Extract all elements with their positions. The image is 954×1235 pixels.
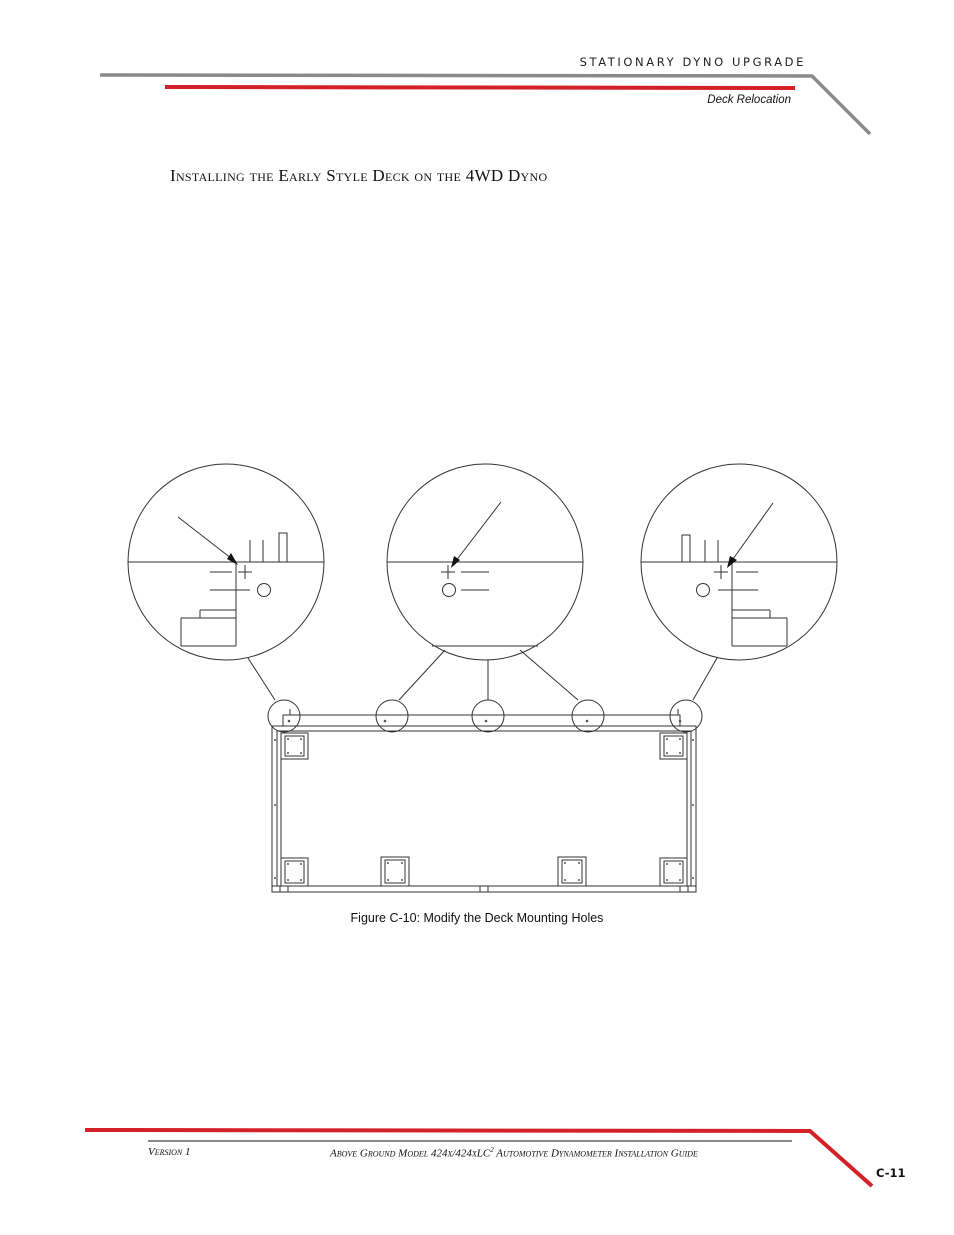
- arrowhead-left: [227, 553, 238, 565]
- page-number: C-11: [876, 1166, 906, 1180]
- footer-version: Version 1: [148, 1146, 191, 1158]
- deck-plan-view: [272, 709, 696, 892]
- detail-circle-right: [641, 464, 837, 660]
- header-rules: [0, 0, 954, 140]
- leader-line-center-right: [520, 650, 578, 700]
- ref-circle-5: [670, 700, 702, 732]
- header-red-rule: [165, 87, 795, 88]
- leader-line-left: [248, 658, 275, 700]
- deck-mounting-figure: [0, 455, 954, 905]
- ref-circle-4: [572, 700, 604, 732]
- footer-guide-superscript: 2: [490, 1146, 494, 1154]
- header-chapter-title: STATIONARY DYNO UPGRADE: [579, 55, 806, 69]
- ref-circle-2: [376, 700, 408, 732]
- leader-line-right: [693, 658, 717, 700]
- header-section-title: Deck Relocation: [707, 94, 791, 106]
- detail-circle-left: [128, 464, 324, 660]
- ref-circle-1: [268, 700, 300, 732]
- detail-circle-center: [387, 464, 583, 660]
- section-heading: Installing the Early Style Deck on the 4WD Dyno: [170, 166, 548, 185]
- mounting-hole-dots: [274, 720, 694, 881]
- footer-guide-suffix: Automotive Dynamometer Installation Guide: [493, 1147, 698, 1160]
- footer-guide-title: [330, 1146, 698, 1160]
- ref-circle-3: [472, 700, 504, 732]
- footer-guide-prefix: Above Ground Model 424x/424xLC: [330, 1147, 491, 1160]
- figure-caption: Figure C-10: Modify the Deck Mounting Holes: [350, 911, 604, 925]
- leader-line-center-left: [399, 650, 445, 700]
